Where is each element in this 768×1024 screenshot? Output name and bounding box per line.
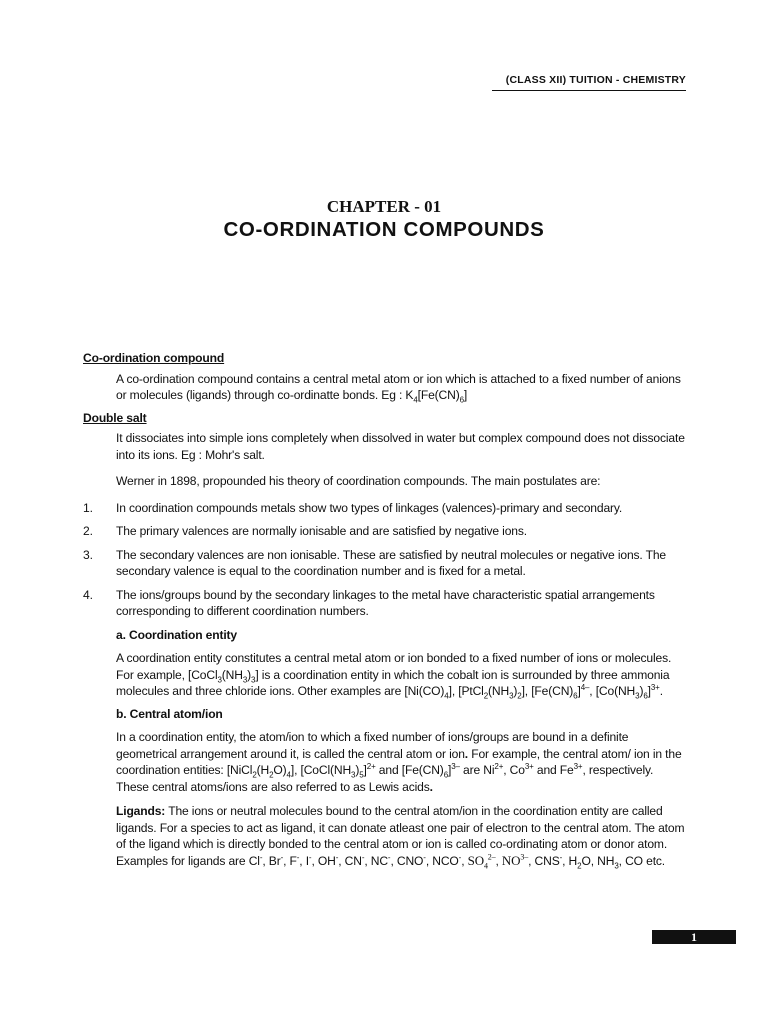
postulate-number: 3.: [83, 547, 93, 562]
postulate-item: [83, 547, 687, 580]
section-heading-coordination-compound: Co-ordination compound: [83, 351, 225, 365]
running-header: (CLASS XII) TUITION - CHEMISTRY: [505, 74, 686, 86]
coordination-compound-paragraph: A co-ordination compound contains a central metal atom or ion which is attached to a fixed number of anions or molecules (ligands) through co-ordinatte bonds. Eg : $K_4[Fe(CN)_6]$: [116, 371, 681, 405]
coordination-entity-paragraph: A coordination entity constitutes a central metal atom or ion bonded to a fixed number of ions or molecules. For example, $[CoCl_3(NH_3)_3]$ is a coordination entity in which the cobalt ion is surrounded by three ammonia molecules and three chloride ions. Other examples are $[Ni(CO)_4]$, $[PtCl_2(NH_3)_2]$, $[Fe(CN)_6]^{4-}$, $[Co(NH_3)_6]^{3+}$.: [116, 651, 672, 701]
double-salt-paragraph: It dissociates into simple ions completely when dissolved in water but complex compound does not dissociate into its ions. Eg : Mohr's salt.: [116, 431, 685, 462]
chapter-title: CO-ORDINATION COMPOUNDS: [223, 218, 545, 241]
postulate-text: The primary valences are normally ionisable and are satisfied by negative ions.: [116, 524, 527, 538]
werner-paragraph: Werner in 1898, propounded his theory of coordination compounds. The main postulates are:: [116, 474, 601, 488]
postulate-text: The secondary valences are non ionisable. These are satisfied by neutral molecules or negative ions. The secondary valence is equal to the coordination number and is fixed for a metal.: [116, 547, 667, 578]
postulate-number: 1.: [83, 500, 93, 515]
document-body: [83, 350, 687, 875]
postulate-number: 2.: [83, 524, 93, 538]
postulate-item: [83, 587, 687, 620]
subheading-coordination-entity: a. Coordination entity: [116, 627, 237, 642]
postulate-text: In coordination compounds metals show two types of linkages (valences)-primary and secondary.: [116, 500, 623, 515]
section-heading-double-salt: Double salt: [83, 410, 147, 425]
central-atom-paragraph: In a coordination entity, the atom/ion to which a fixed number of ions/groups are bound in a definite geometrical arrangement around it, is called the central atom or ion. For example, the central atom/ ion in the coordination entities: $[NiCl_2(H_2O)_4]$, $[CoCl(NH_3)_5]^{2+}$ and $[Fe(CN)_6]^{3-}$ are $Ni^{2+}$, $Co^{3+}$ and $Fe^{3+}$, respectively. These central atoms/ions are also referred to as Lewis acids.: [116, 730, 682, 794]
ligands-paragraph: Ligands: The ions or neutral molecules bound to the central atom/ion in the coordination entity are called ligands. For a species to act as ligand, it can donate atleast one pair of electron to the central atom. The atom of the ligand which is directly bonded to the central atom or ion is called co-ordinating atom or donor atom. Examples for ligands are Cl-, Br-, F-, I-, OH-, CN-, NC-, CNO-, NCO-, $SO_4^{2-}$, $NO^{3-}$, CNS-, $H_2O$, $NH_3$, CO etc.: [116, 804, 685, 871]
postulate-item: [83, 500, 687, 517]
chapter-label: CHAPTER - 01: [326, 197, 442, 216]
page-number: 1: [652, 930, 736, 944]
ligands-label: Ligands:: [116, 804, 166, 818]
postulate-item: [83, 523, 687, 540]
subheading-central-atom: b. Central atom/ion: [116, 706, 223, 721]
postulate-number: 4.: [83, 587, 93, 602]
header-rule: [492, 90, 686, 91]
postulate-text: The ions/groups bound by the secondary linkages to the metal have characteristic spatial arrangements corresponding to different coordination numbers.: [116, 587, 655, 618]
